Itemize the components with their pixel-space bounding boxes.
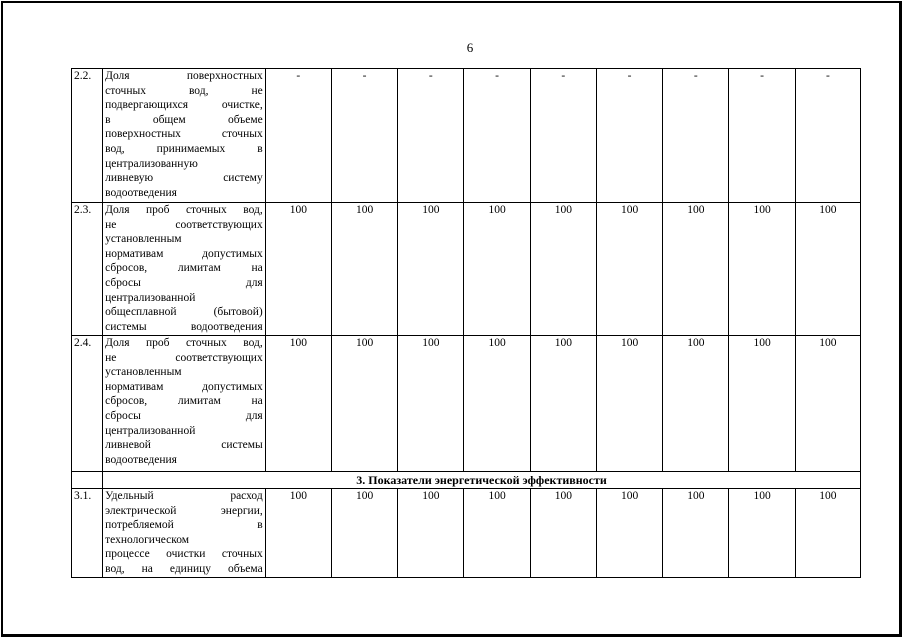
section-heading-row bbox=[72, 472, 861, 489]
description-line: Доля проб сточных вод, bbox=[105, 204, 263, 216]
row-number: 2.3. bbox=[72, 203, 103, 336]
description-line: вод, на единицу объема bbox=[105, 562, 263, 575]
description-line: ливневую систему bbox=[105, 172, 263, 185]
value-cell: 100 bbox=[530, 336, 596, 472]
value-cell: 100 bbox=[795, 203, 860, 336]
value-cell: - bbox=[398, 69, 464, 203]
value-cell: 100 bbox=[331, 336, 397, 472]
description-line: системы водоотведения bbox=[105, 320, 263, 333]
value-cell: 100 bbox=[464, 489, 530, 578]
value-cell: - bbox=[729, 69, 795, 203]
value-cell: 100 bbox=[530, 489, 596, 578]
row-number: 2.2. bbox=[72, 69, 103, 203]
value-cell: 100 bbox=[663, 336, 729, 472]
table-row bbox=[72, 69, 861, 203]
value-cell: 100 bbox=[464, 336, 530, 472]
description-line: централизованную bbox=[105, 157, 198, 170]
section-heading: 3. Показатели энергетической эффективности bbox=[103, 472, 861, 489]
value-cell: 100 bbox=[398, 336, 464, 472]
value-cell: 100 bbox=[663, 203, 729, 336]
row-description bbox=[103, 336, 266, 472]
value-cell: 100 bbox=[729, 489, 795, 578]
value-cell: - bbox=[331, 69, 397, 203]
value-cell: 100 bbox=[729, 336, 795, 472]
value-cell: 100 bbox=[464, 203, 530, 336]
value-cell: - bbox=[464, 69, 530, 203]
value-cell: 100 bbox=[265, 489, 331, 578]
value-cell: - bbox=[663, 69, 729, 203]
description-line: Доля проб сточных вод, bbox=[105, 337, 263, 349]
description-line: электрической энергии, bbox=[105, 504, 263, 517]
value-cell: - bbox=[795, 69, 860, 203]
value-cell: 100 bbox=[265, 336, 331, 472]
value-cell: 100 bbox=[398, 489, 464, 578]
table-row bbox=[72, 336, 861, 472]
page-number: 6 bbox=[466, 40, 474, 55]
description-line: процессе очистки сточных bbox=[105, 548, 263, 561]
value-cell: 100 bbox=[795, 489, 860, 578]
description-line: не соответствующих bbox=[105, 218, 263, 231]
description-line: ливневой системы bbox=[105, 439, 263, 452]
indicator-table bbox=[71, 68, 861, 578]
description-line: не соответствующих bbox=[105, 351, 263, 364]
description-line: сбросов, лимитам на bbox=[105, 262, 263, 275]
description-line: сбросов, лимитам на bbox=[105, 395, 263, 408]
description-line: централизованной bbox=[105, 291, 196, 304]
description-line: сбросы для bbox=[105, 276, 263, 289]
description-line: технологическом bbox=[105, 533, 190, 546]
table-row bbox=[72, 203, 861, 336]
row-description bbox=[103, 69, 266, 203]
description-line: сточных вод, не bbox=[105, 84, 263, 97]
row-description bbox=[103, 489, 266, 578]
description-line: Удельный расход bbox=[105, 490, 263, 502]
description-line: вод, принимаемых в bbox=[105, 142, 263, 155]
description-line: водоотведения bbox=[105, 453, 177, 466]
description-line: потребляемой в bbox=[105, 519, 263, 532]
description-line: общесплавной (бытовой) bbox=[105, 306, 263, 319]
value-cell: 100 bbox=[795, 336, 860, 472]
row-description bbox=[103, 203, 266, 336]
description-line: подвергающихся очистке, bbox=[105, 99, 263, 112]
description-line: нормативам допустимых bbox=[105, 380, 263, 393]
row-number: 3.1. bbox=[72, 489, 103, 578]
description-line: водоотведения bbox=[105, 186, 177, 199]
value-cell: 100 bbox=[398, 203, 464, 336]
description-line: сбросы для bbox=[105, 409, 263, 422]
value-cell: - bbox=[265, 69, 331, 203]
value-cell: 100 bbox=[331, 489, 397, 578]
value-cell: 100 bbox=[331, 203, 397, 336]
description-line: поверхностных сточных bbox=[105, 128, 263, 141]
value-cell: 100 bbox=[596, 203, 662, 336]
table-row bbox=[72, 489, 861, 578]
value-cell: 100 bbox=[530, 203, 596, 336]
row-number: 2.4. bbox=[72, 336, 103, 472]
description-line: установленным bbox=[105, 233, 182, 246]
description-line: установленным bbox=[105, 366, 182, 379]
description-line: в общем объеме bbox=[105, 113, 263, 126]
value-cell: 100 bbox=[729, 203, 795, 336]
value-cell: 100 bbox=[596, 489, 662, 578]
description-line: централизованной bbox=[105, 424, 196, 437]
value-cell: - bbox=[596, 69, 662, 203]
description-line: нормативам допустимых bbox=[105, 247, 263, 260]
value-cell: - bbox=[530, 69, 596, 203]
description-line: Доля поверхностных bbox=[105, 70, 263, 82]
section-heading-number-cell bbox=[72, 472, 103, 489]
value-cell: 100 bbox=[265, 203, 331, 336]
value-cell: 100 bbox=[596, 336, 662, 472]
value-cell: 100 bbox=[663, 489, 729, 578]
